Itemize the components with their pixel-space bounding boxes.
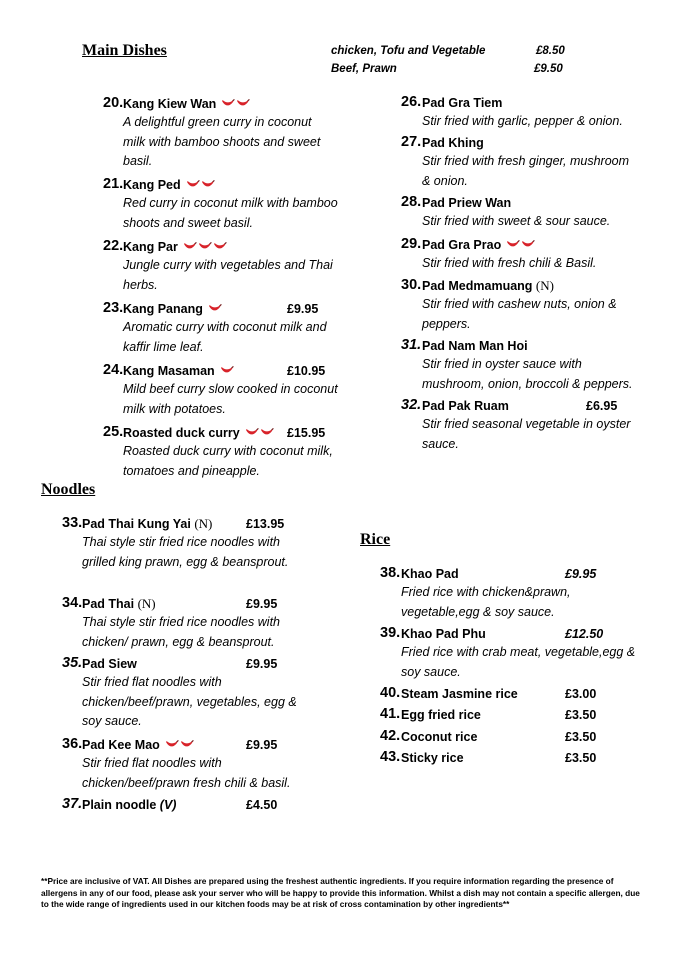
menu-item [103, 93, 353, 172]
item-price: £15.95 [287, 426, 326, 440]
menu-item [380, 623, 645, 682]
menu-item [103, 174, 353, 233]
item-name: Pad Thai (N) [82, 596, 156, 611]
item-description: Stir fried with sweet & sour sauce. [422, 214, 611, 228]
item-number: 28. [401, 194, 422, 210]
item-number: 42. [380, 728, 401, 744]
nuts-marker: (N) [194, 516, 213, 531]
item-name: Pad Nam Man Hoi [422, 339, 528, 353]
item-number: 21. [103, 176, 124, 192]
item-price: £3.00 [565, 687, 597, 701]
nuts-marker: (N) [137, 596, 156, 611]
item-name: Pad Medmamuang (N) [422, 278, 554, 293]
item-name: Kang Panang [123, 299, 223, 320]
nuts-marker: (N) [535, 278, 554, 293]
item-name: Pad Thai Kung Yai (N) [82, 516, 213, 531]
item-number: 35. [62, 655, 83, 671]
chili-pepper-icon [220, 362, 235, 382]
noodles-title: Noodles [41, 481, 96, 498]
item-description: Fried rice with crab meat, vegetable,egg & soy sauce. [401, 645, 636, 679]
item-number: 38. [380, 565, 401, 581]
item-description: Mild beef curry slow cooked in coconut milk with potatoes. [123, 382, 338, 416]
menu-item [401, 395, 641, 454]
menu-item [380, 704, 645, 724]
item-name: Sticky rice [401, 751, 464, 765]
item-name: Khao Pad [401, 567, 459, 581]
item-number: 26. [401, 94, 422, 110]
item-description: Thai style stir fried rice noodles with chicken/ prawn, egg & beansprout. [82, 615, 280, 649]
menu-item [62, 653, 312, 732]
menu-item [62, 794, 312, 814]
item-number: 36. [62, 736, 83, 752]
item-name: Steam Jasmine rice [401, 687, 518, 701]
item-number: 29. [401, 236, 422, 252]
item-price: £3.50 [565, 751, 597, 765]
item-name: Pad Gra Tiem [422, 96, 503, 110]
menu-item [103, 360, 353, 419]
item-number: 37. [62, 796, 83, 812]
item-name: Pad Khing [422, 136, 484, 150]
allergen-footer-note: **Price are inclusive of VAT. All Dishes are prepared using the freshest authentic ingredients. If you require information regarding the presence of allergens in any of our food, please ask your server who will be happy to provide this information. Whilst a dish may not contain a specific allergen, due to the wide range of ingredients used in our kitchen foods may be at risk of cross contamination by other ingredients** [41, 876, 640, 909]
item-description: Stir fried with fresh ginger, mushroom & onion. [422, 154, 630, 188]
item-description: Stir fried with cashew nuts, onion & peppers. [422, 297, 617, 331]
item-description: Stir fried seasonal vegetable in oyster sauce. [422, 417, 631, 451]
item-price: £13.95 [246, 517, 285, 531]
item-name: Roasted duck curry [123, 423, 275, 444]
item-number: 43. [380, 749, 401, 765]
chili-pepper-icon [186, 176, 216, 196]
item-description: Stir fried with fresh chili & Basil. [422, 256, 597, 270]
item-price: £12.50 [565, 627, 604, 641]
menu-item [401, 132, 641, 191]
item-description: Jungle curry with vegetables and Thai herbs. [123, 258, 333, 292]
item-price: £9.95 [246, 597, 278, 611]
menu-item [62, 734, 312, 793]
menu-item [380, 563, 645, 622]
item-name: Pad Priew Wan [422, 196, 512, 210]
item-price: £6.95 [586, 399, 618, 413]
menu-item [401, 92, 641, 132]
item-name: Pad Kee Mao [82, 735, 195, 756]
main-dishes-title: Main Dishes [82, 42, 167, 59]
item-name: Kang Masaman [123, 361, 235, 382]
item-description: Roasted duck curry with coconut milk, tomatoes and pineapple. [123, 444, 333, 478]
menu-item [401, 275, 641, 334]
item-price: £3.50 [565, 708, 597, 722]
item-description: Aromatic curry with coconut milk and kaffir lime leaf. [123, 320, 327, 354]
rice-title: Rice [360, 531, 391, 548]
item-number: 39. [380, 625, 401, 641]
price-legend-price: £9.50 [534, 63, 563, 75]
item-name: Pad Pak Ruam [422, 399, 509, 413]
item-description: Stir fried in oyster sauce with mushroom, onion, broccoli & peppers. [422, 357, 633, 391]
price-legend-row [331, 63, 563, 75]
item-name: Kang Kiew Wan [123, 94, 251, 115]
item-name: Coconut rice [401, 730, 478, 744]
item-name: Kang Ped [123, 175, 216, 196]
item-number: 30. [401, 277, 422, 293]
menu-item [401, 234, 641, 274]
item-price: £9.95 [565, 567, 597, 581]
chili-pepper-icon [221, 95, 251, 115]
price-legend-label: chicken, Tofu and Vegetable [331, 45, 486, 57]
item-number: 32. [401, 397, 422, 413]
chili-pepper-icon [208, 300, 223, 320]
item-price: £4.50 [246, 798, 278, 812]
item-name: Egg fried rice [401, 708, 481, 722]
item-name: Pad Siew [82, 657, 137, 671]
price-legend-label: Beef, Prawn [331, 63, 397, 75]
item-number: 22. [103, 238, 124, 254]
item-description: Stir fried with garlic, pepper & onion. [422, 114, 623, 128]
menu-item [103, 422, 353, 481]
menu-item [380, 726, 645, 746]
item-name: Pad Gra Prao [422, 235, 536, 256]
item-price: £3.50 [565, 730, 597, 744]
item-description: Fried rice with chicken&prawn, vegetable,egg & soy sauce. [401, 585, 571, 619]
menu-item [62, 593, 312, 652]
item-price: £10.95 [287, 364, 326, 378]
menu-item [380, 747, 645, 767]
menu-item [401, 192, 641, 232]
vegetarian-marker: (V) [159, 798, 177, 812]
chili-pepper-icon [506, 236, 536, 256]
item-number: 24. [103, 362, 124, 378]
item-price: £9.95 [246, 657, 278, 671]
item-price: £9.95 [246, 738, 278, 752]
chili-pepper-icon [245, 424, 275, 444]
chili-pepper-icon [183, 238, 228, 258]
item-description: A delightful green curry in coconut milk with bamboo shoots and sweet basil. [123, 115, 321, 168]
menu-item [103, 236, 353, 295]
item-number: 41. [380, 706, 401, 722]
item-number: 27. [401, 134, 422, 150]
item-number: 40. [380, 685, 401, 701]
item-description: Thai style stir fried rice noodles with grilled king prawn, egg & beansprout. [82, 535, 289, 569]
menu-item [62, 513, 312, 572]
item-description: Stir fried flat noodles with chicken/beef/prawn, vegetables, egg & soy sauce. [82, 675, 297, 728]
item-number: 23. [103, 300, 124, 316]
menu-item [380, 683, 645, 703]
price-legend-row [331, 45, 565, 57]
item-number: 31. [401, 337, 422, 353]
chili-pepper-icon [165, 736, 195, 756]
item-name: Kang Par [123, 237, 228, 258]
item-number: 25. [103, 424, 124, 440]
item-description: Red curry in coconut milk with bamboo shoots and sweet basil. [123, 196, 338, 230]
item-name: Plain noodle (V) [82, 798, 177, 812]
item-number: 20. [103, 95, 124, 111]
menu-item [103, 298, 353, 357]
item-number: 33. [62, 515, 83, 531]
item-description: Stir fried flat noodles with chicken/beef/prawn fresh chili & basil. [82, 756, 291, 790]
price-legend-price: £8.50 [536, 45, 565, 57]
menu-item [401, 335, 641, 394]
item-number: 34. [62, 595, 83, 611]
item-name: Khao Pad Phu [401, 627, 486, 641]
item-price: £9.95 [287, 302, 319, 316]
